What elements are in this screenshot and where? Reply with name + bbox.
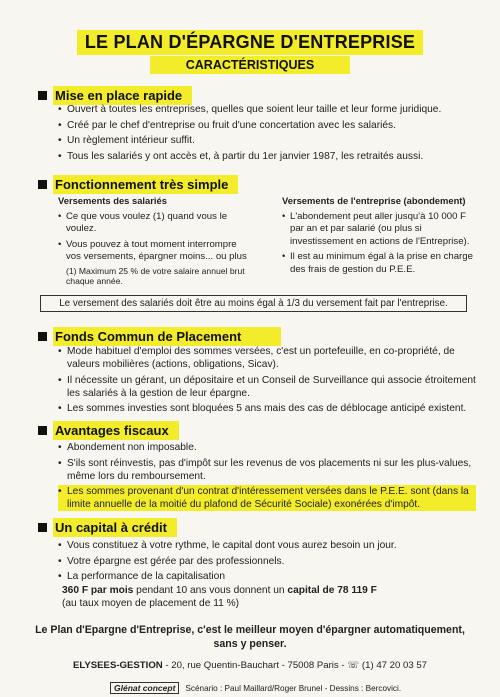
column-heading: Versements des salariés — [58, 195, 167, 206]
square-bullet-icon — [38, 426, 47, 435]
capital-example — [62, 584, 482, 610]
section-title: Mise en place rapide — [53, 86, 192, 105]
contact-line — [0, 660, 500, 671]
highlighted-list-item: • Les sommes provenant d'un contrat d'intéressement versées dans le P.E.E. sont (dans la limite annuelle de la moitié du plafond de Sécurité Sociale) exonérées d'impôt. — [58, 485, 476, 511]
section-title: Fonctionnement très simple — [53, 175, 238, 194]
list-item: • Créé par le chef d'entreprise ou fruit d'une concertation avec les salariés. — [58, 119, 476, 132]
phone-icon: ☏ — [347, 660, 362, 671]
company-name: ELYSEES-GESTION — [72, 660, 163, 671]
section-title: Fonds Commun de Placement — [53, 327, 281, 346]
square-bullet-icon — [38, 523, 47, 532]
capital-amount: capital de 78 119 F — [287, 585, 377, 596]
square-bullet-icon — [38, 332, 47, 341]
section-list — [58, 345, 476, 418]
slogan-line: Le Plan d'Epargne d'Entreprise, c'est le meilleur moyen d'épargner automatiquement, — [35, 624, 465, 636]
slogan-line: sans y penser. — [213, 638, 287, 650]
title-block — [0, 30, 500, 74]
list-item: • Il est au minimum égal à la prise en charge des frais de gestion du P.E.E. — [282, 251, 474, 276]
section-header-avantages-fiscaux — [38, 421, 179, 440]
list-item: • Il nécessite un gérant, un dépositaire et un Conseil de Surveillance qui associe étroitement les salariés à la gestion de leur épargne. — [58, 374, 476, 400]
list-item: • Tous les salariés y ont accès et, à partir du 1er janvier 1987, les retraités aussi. — [58, 150, 476, 163]
column-salaries — [58, 195, 254, 287]
section-list — [58, 539, 476, 586]
section-list — [58, 103, 476, 165]
list-item: • Ouvert à toutes les entreprises, quelles que soient leur taille et leur forme juridique. — [58, 103, 476, 116]
square-bullet-icon — [38, 180, 47, 189]
company-address: - 20, rue Quentin-Bauchart - 75008 Paris - — [162, 660, 348, 671]
list-item: • L'abondement peut aller jusqu'à 10 000 F par an et par salarié (ou plus si investissement en actions de l'Entreprise). — [282, 211, 474, 249]
publisher-logo: Glénat concept — [110, 682, 179, 694]
page-title: LE PLAN D'ÉPARGNE D'ENTREPRISE — [77, 30, 423, 55]
capital-text: pendant 10 ans vous donnent un — [133, 585, 288, 596]
list-item: • Votre épargne est gérée par des professionnels. — [58, 555, 476, 568]
page-subtitle: CARACTÉRISTIQUES — [150, 56, 350, 74]
footnote: (1) Maximum 25 % de votre salaire annuel brut chaque année. — [66, 265, 245, 286]
list-item: • Vous pouvez à tout moment interrompre vos versements, épargner moins... ou plus — [58, 239, 254, 264]
list-item: • Mode habituel d'emploi des sommes versées, c'est un portefeuille, en co-propriété, de valeurs mobilières (actions, obligations, Sicav). — [58, 345, 476, 371]
framed-notice: Le versement des salariés doit être au moins égal à 1/3 du versement fait par l'entreprise. — [40, 295, 467, 312]
section-title: Un capital à crédit — [53, 518, 177, 537]
column-heading: Versements de l'entreprise (abondement) — [282, 195, 466, 206]
section-header-fonctionnement — [38, 175, 238, 194]
list-item: • Vous constituez à votre rythme, le capital dont vous aurez besoin un jour. — [58, 539, 476, 552]
section-list — [58, 441, 476, 514]
section-title: Avantages fiscaux — [53, 421, 179, 440]
slogan — [0, 623, 500, 651]
section-header-capital-credit — [38, 518, 177, 537]
column-entreprise — [282, 195, 474, 279]
list-item: • Abondement non imposable. — [58, 441, 476, 454]
list-item: • S'ils sont réinvestis, pas d'impôt sur les revenus de vos placements ni sur les plus-values, même lors du remboursement. — [58, 457, 476, 483]
square-bullet-icon — [38, 91, 47, 100]
monthly-amount: 360 F par mois — [62, 585, 134, 596]
company-phone: (1) 47 20 03 57 — [361, 660, 427, 671]
section-header-fonds-commun — [38, 327, 281, 346]
credits-line — [110, 682, 401, 694]
list-item: • Les sommes investies sont bloquées 5 ans mais des cas de déblocage anticipé existent. — [58, 402, 476, 415]
list-item: • Ce que vous voulez (1) quand vous le voulez. — [58, 211, 254, 236]
capital-note: (au taux moyen de placement de 11 %) — [62, 598, 240, 609]
credits-text: Scénario : Paul Maillard/Roger Brunel - Dessins : Bercovici. — [185, 683, 402, 693]
list-item: • La performance de la capitalisation — [58, 570, 476, 583]
list-item: • Un règlement intérieur suffit. — [58, 134, 476, 147]
